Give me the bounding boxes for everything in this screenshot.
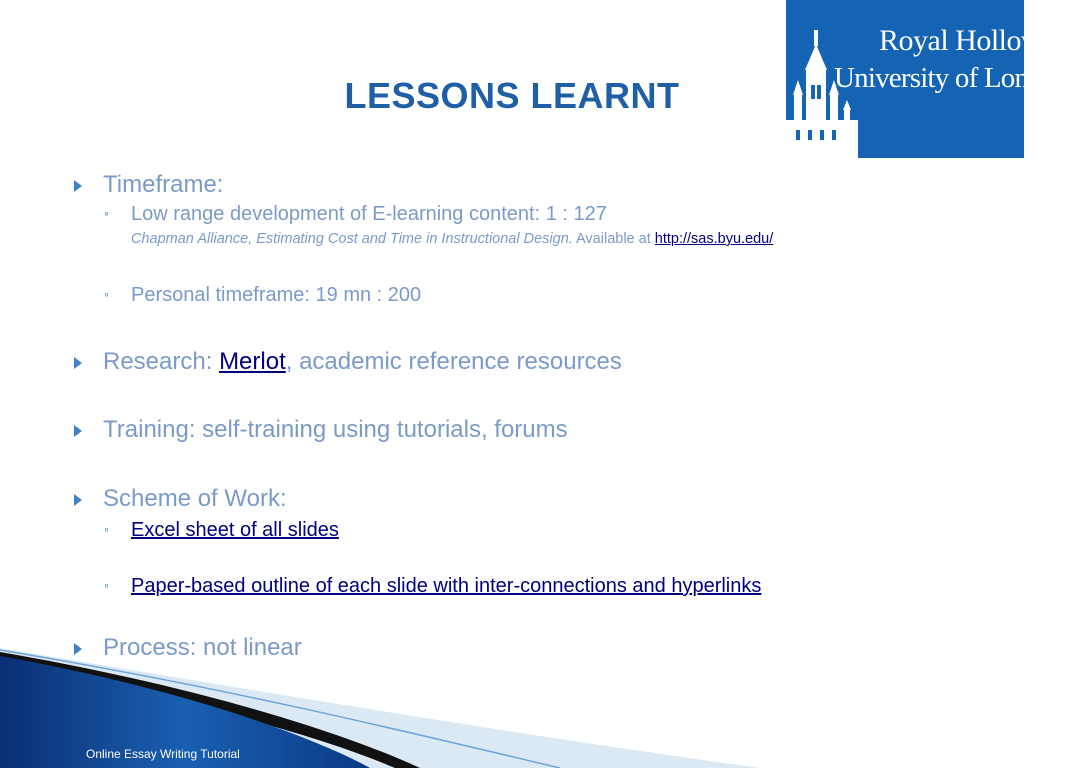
- bullet-arrow-icon: [74, 494, 82, 506]
- bullet-arrow-icon: [74, 180, 82, 192]
- citation-link[interactable]: http://sas.byu.edu/: [654, 231, 774, 247]
- bullet-training: Training: self-training using tutorials, forums: [103, 416, 568, 443]
- sub-bullet-circle-icon: ◦: [104, 577, 109, 593]
- bullet-arrow-icon: [74, 425, 82, 437]
- bullet-scheme-of-work: Scheme of Work:: [103, 485, 287, 512]
- slide-title: LESSONS LEARNT: [344, 75, 680, 116]
- research-prefix: Research:: [103, 348, 220, 375]
- sub-bullet-low-range: Low range development of E-learning content: 1 : 127: [131, 203, 607, 225]
- footer-text: Online Essay Writing Tutorial: [86, 747, 240, 761]
- paper-outline-link[interactable]: Paper-based outline of each slide with inter-connections and hyperlinks: [131, 575, 762, 597]
- logo-text-university-of-london: University of London: [834, 62, 1069, 94]
- merlot-link[interactable]: Merlot: [219, 348, 286, 375]
- logo-text-royal-holloway: Royal Holloway: [879, 24, 1069, 57]
- sub-bullet-circle-icon: ◦: [104, 286, 109, 302]
- sub-bullet-paper-outline: [131, 575, 761, 598]
- bullet-arrow-icon: [74, 357, 82, 369]
- bullet-timeframe: Timeframe:: [103, 171, 224, 198]
- excel-sheet-link[interactable]: Excel sheet of all slides: [131, 519, 339, 541]
- citation-available-text: Available at: [572, 231, 655, 247]
- sub-bullet-circle-icon: ◦: [104, 521, 109, 537]
- sub-bullet-personal-timeframe: Personal timeframe: 19 mn : 200: [131, 284, 422, 306]
- citation-line: [131, 231, 773, 247]
- bullet-research: [103, 348, 622, 376]
- sub-bullet-excel-sheet: [131, 519, 339, 542]
- sub-bullet-circle-icon: ◦: [104, 205, 109, 221]
- citation-italic-text: Chapman Alliance, Estimating Cost and Time in Instructional Design.: [131, 231, 573, 247]
- research-suffix: , academic reference resources: [285, 348, 622, 375]
- bullet-process: Process: not linear: [103, 634, 302, 661]
- bullet-arrow-icon: [74, 643, 82, 655]
